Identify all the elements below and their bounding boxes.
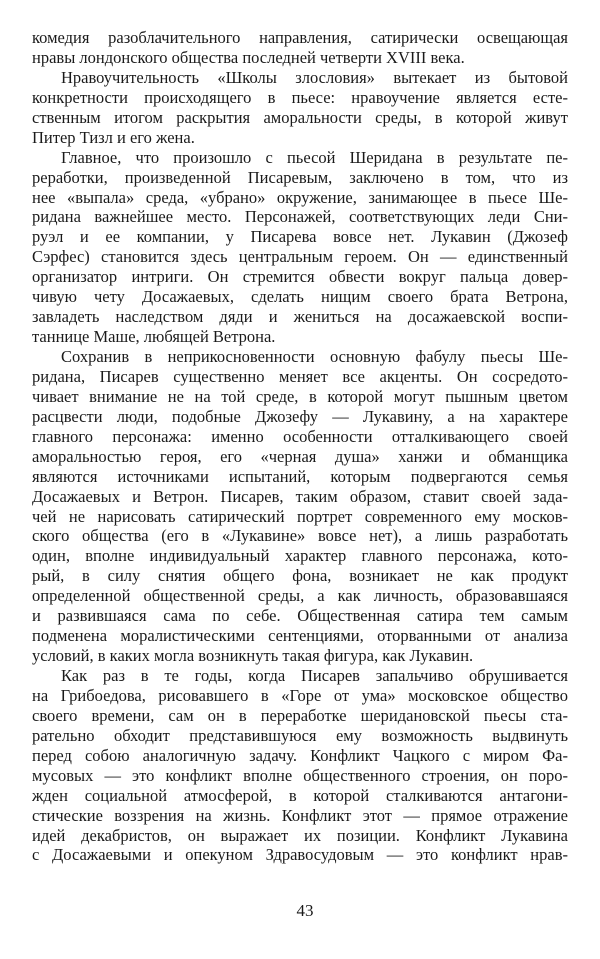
text-line: являются источниками испытаний, которым подвергаются семья [32, 466, 568, 486]
text-line: ридана важнейшее место. Персонажей, соответствующих леди Сни- [32, 207, 568, 227]
text-line: чивую чету Досажаевых, сделать нищим своего брата Ветрона, [32, 287, 568, 307]
text-line: таннице Маше, любящей Ветрона. [32, 327, 276, 347]
text-line: Сэрфес) становится здесь центральным героем. Он — единственный [32, 247, 568, 267]
text-line: организатор интриги. Он стремится обвести вокруг пальца довер- [32, 267, 568, 287]
text-line: своего времени, сам он в переработке шеридановской пьесы ста- [32, 705, 568, 725]
page-body-text [32, 28, 568, 865]
text-line: один, вполне индивидуальный характер главного персонажа, кото- [32, 546, 568, 566]
text-line: перед собою аналогичную задачу. Конфликт Чацкого с миром Фа- [32, 745, 568, 765]
text-line: Нравоучительность «Школы злословия» вытекает из бытовой [61, 67, 568, 87]
text-line: руэл и ее компании, у Писарева вовсе нет. Лукавин (Джозеф [32, 227, 568, 247]
text-line: расцвести люди, подобные Джозефу — Лукавину, а на характере [32, 406, 568, 426]
page-number: 43 [296, 901, 314, 920]
text-line: комедия разоблачительного направления, сатирически освещающая [32, 28, 568, 47]
text-line: с Досажаевыми и опекуном Здравосудовым — это конфликт нрав- [32, 845, 568, 865]
text-line: чей не нарисовать сатирический портрет современного ему москов- [32, 506, 568, 526]
text-line: нее «выпала» среда, «убрано» окружение, занимающее в пьесе Ше- [32, 187, 568, 207]
text-line: Как раз в те годы, когда Писарев запальчиво обрушивается [61, 666, 568, 685]
text-line: стические воззрения на жизнь. Конфликт этот — прямое отражение [32, 805, 568, 825]
text-line: Сохранив в неприкосновенности основную фабулу пьесы Ше- [61, 347, 568, 366]
text-line: реработки, произведенной Писаревым, заключено в том, что из [32, 167, 568, 187]
text-line: завладеть наследством дяди и жениться на досажаевской воспи- [32, 307, 568, 327]
text-line: условий, в каких могла возникнуть такая фигура, как Лукавин. [32, 646, 474, 666]
text-line: конкретности происходящего в пьесе: нравоучение является есте- [32, 87, 568, 107]
text-line: подменена моралистическими сентенциями, оторванными от анализа [32, 626, 568, 646]
text-line: жден социальной атмосферой, в которой сталкиваются антагони- [32, 785, 568, 805]
text-line: мусовых — это конфликт вполне общественного строения, он поро- [32, 765, 568, 785]
text-line: ского общества (его в «Лукавине» вовсе нет), а лишь разработать [32, 526, 568, 546]
text-line: на Грибоедова, рисовавшего в «Горе от ума» московское общество [32, 685, 568, 705]
text-line: определенной общественной среды, а как личность, образовавшаяся [32, 586, 568, 606]
text-line: чивает внимание не на той среде, в которой могут пышным цветом [32, 386, 568, 406]
text-line: Главное, что произошло с пьесой Шеридана в результате пе- [61, 147, 568, 167]
text-line: рательно обходит представившуюся ему возможность выдвинуть [32, 725, 568, 745]
text-line: ственным итогом раскрытия аморальности среды, в которой живут [32, 107, 568, 127]
text-line: Досажаевых и Ветрон. Писарев, таким образом, ставит своей зада- [32, 486, 568, 506]
text-line: нравы лондонского общества последней четверти XVIII века. [32, 47, 465, 67]
text-line: ридана, Писарев существенно меняет все акценты. Он сосредото- [32, 366, 568, 386]
text-line: главного персонажа: именно особенности отталкивающего своей [32, 426, 568, 446]
text-line: Питер Тизл и его жена. [32, 127, 195, 147]
text-line: рый, в силу снятия общего фона, возникает не как продукт [32, 566, 568, 586]
text-line: идей декабристов, он выражает их позиции. Конфликт Лукавина [32, 825, 568, 845]
text-line: аморальностью героя, его «черная душа» ханжи и обманщика [32, 446, 568, 466]
text-line: и развившаяся сама по себе. Общественная сатира тем самым [32, 606, 568, 626]
